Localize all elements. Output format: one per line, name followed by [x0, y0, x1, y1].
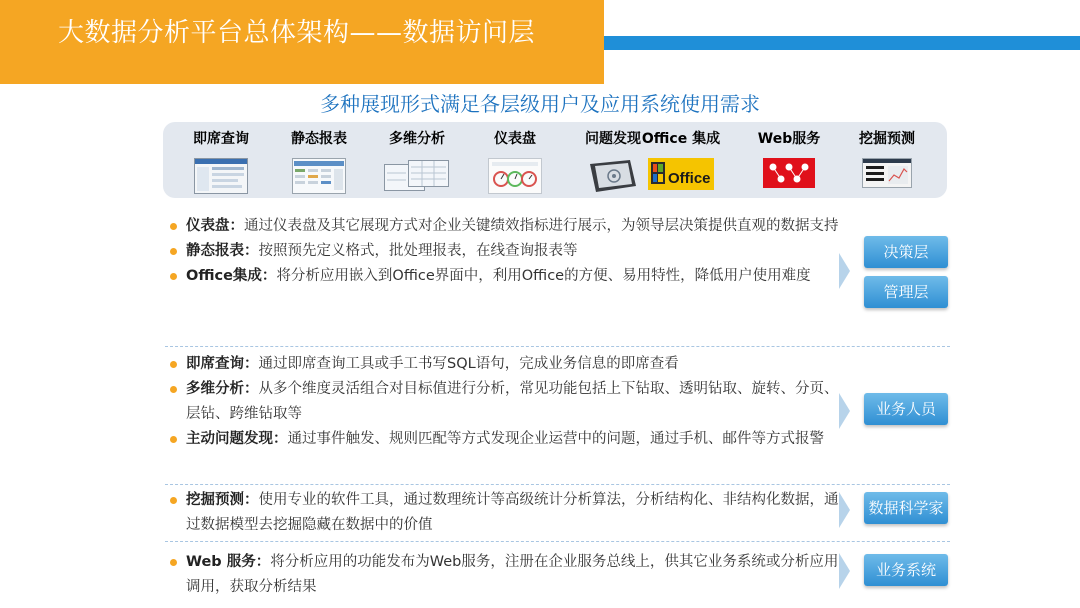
item-text: 将分析应用嵌入到Office界面中，利用Office的方便、易用特性，降低用户使用难度 [276, 268, 811, 284]
list-item [170, 214, 840, 239]
tag-business-users: 业务人员 [864, 393, 948, 425]
presentation-modes-strip [163, 122, 947, 198]
mode-office-integration [633, 128, 729, 192]
bullet-icon [170, 223, 177, 230]
list-item [170, 427, 840, 452]
mode-static-report [267, 128, 371, 192]
page-title: 大数据分析平台总体架构——数据访问层 [58, 18, 536, 48]
bullet-icon [170, 248, 177, 255]
web-service-thumb-icon [763, 158, 815, 188]
item-text: 通过仪表盘及其它展现方式对企业关键绩效指标进行展示，为领导层决策提供直观的数据支持 [244, 218, 839, 234]
item-text: 使用专业的软件工具，通过数理统计等高级统计分析算法，分析结构化、非结构化数据，通过数据模型去挖掘隐藏在数据中的价值 [186, 492, 839, 533]
chevron-right-icon [839, 492, 850, 528]
item-text: 从多个维度灵活组合对目标值进行分析，常见功能包括上下钻取、透明钻取、旋转、分页、层钻、跨维钻取等 [186, 381, 839, 422]
chevron-right-icon [839, 553, 850, 589]
mode-label: Web服务 [757, 131, 821, 147]
list-item [170, 550, 840, 600]
list-item [170, 264, 840, 289]
mode-web-service [737, 128, 841, 192]
item-keyword: Web 服务： [186, 554, 271, 570]
mode-label: 挖掘预测 [859, 131, 915, 147]
tag-data-scientists: 数据科学家 [864, 492, 948, 524]
adhoc-query-thumb-icon [194, 158, 248, 194]
mining-thumb-icon [862, 158, 912, 188]
office-logo-icon [648, 158, 714, 190]
mode-label: 静态报表 [291, 131, 347, 147]
issue-discovery-thumb-icon [586, 158, 640, 194]
title-banner [0, 0, 604, 84]
group-divider [165, 346, 950, 347]
item-keyword: 静态报表： [186, 243, 259, 259]
group-executive [170, 214, 840, 289]
list-item [170, 377, 840, 427]
item-keyword: 主动问题发现： [186, 431, 288, 447]
bullet-icon [170, 273, 177, 280]
chevron-right-icon [839, 393, 850, 429]
bullet-icon [170, 497, 177, 504]
group-data-scientists [170, 488, 840, 538]
group-business-systems [170, 550, 840, 600]
group-business-users [170, 352, 840, 452]
item-text: 按照预先定义格式，批处理报表，在线查询报表等 [258, 243, 578, 259]
mode-olap [365, 128, 469, 192]
mode-label: 即席查询 [193, 131, 249, 147]
item-text: 通过事件触发、规则匹配等方式发现企业运营中的问题，通过手机、邮件等方式报警 [287, 431, 824, 447]
mode-label: 仪表盘 [494, 131, 536, 147]
item-keyword: 仪表盘： [186, 218, 244, 234]
header-rule [604, 36, 1080, 50]
mode-label: 问题发现 [585, 131, 641, 147]
item-keyword: 即席查询： [186, 356, 259, 372]
bullet-icon [170, 559, 177, 566]
olap-thumb-icon [384, 158, 450, 192]
bullet-icon [170, 386, 177, 393]
office-logo-text: Office [668, 170, 711, 187]
mode-dashboard [463, 128, 567, 192]
static-report-thumb-icon [292, 158, 346, 194]
mode-label: Office 集成 [641, 131, 721, 147]
bullet-icon [170, 361, 177, 368]
item-text: 通过即席查询工具或手工书写SQL语句，完成业务信息的即席查看 [258, 356, 679, 372]
bullet-icon [170, 436, 177, 443]
item-keyword: 挖掘预测： [186, 492, 259, 508]
group-divider [165, 484, 950, 485]
item-text: 将分析应用的功能发布为Web服务，注册在企业服务总线上，供其它业务系统或分析应用调用，获取分析结果 [186, 554, 839, 595]
dashboard-thumb-icon [488, 158, 542, 194]
list-item [170, 239, 840, 264]
list-item [170, 488, 840, 538]
item-keyword: Office集成： [186, 268, 277, 284]
item-keyword: 多维分析： [186, 381, 259, 397]
tag-management: 管理层 [864, 276, 948, 308]
tag-business-systems: 业务系统 [864, 554, 948, 586]
chevron-right-icon [839, 253, 850, 289]
mode-adhoc-query [169, 128, 273, 192]
group-divider [165, 541, 950, 542]
list-item [170, 352, 840, 377]
mode-mining-prediction [835, 128, 939, 192]
page-subtitle: 多种展现形式满足各层级用户及应用系统使用需求 [320, 92, 760, 116]
tag-executive: 决策层 [864, 236, 948, 268]
mode-label: 多维分析 [389, 131, 445, 147]
